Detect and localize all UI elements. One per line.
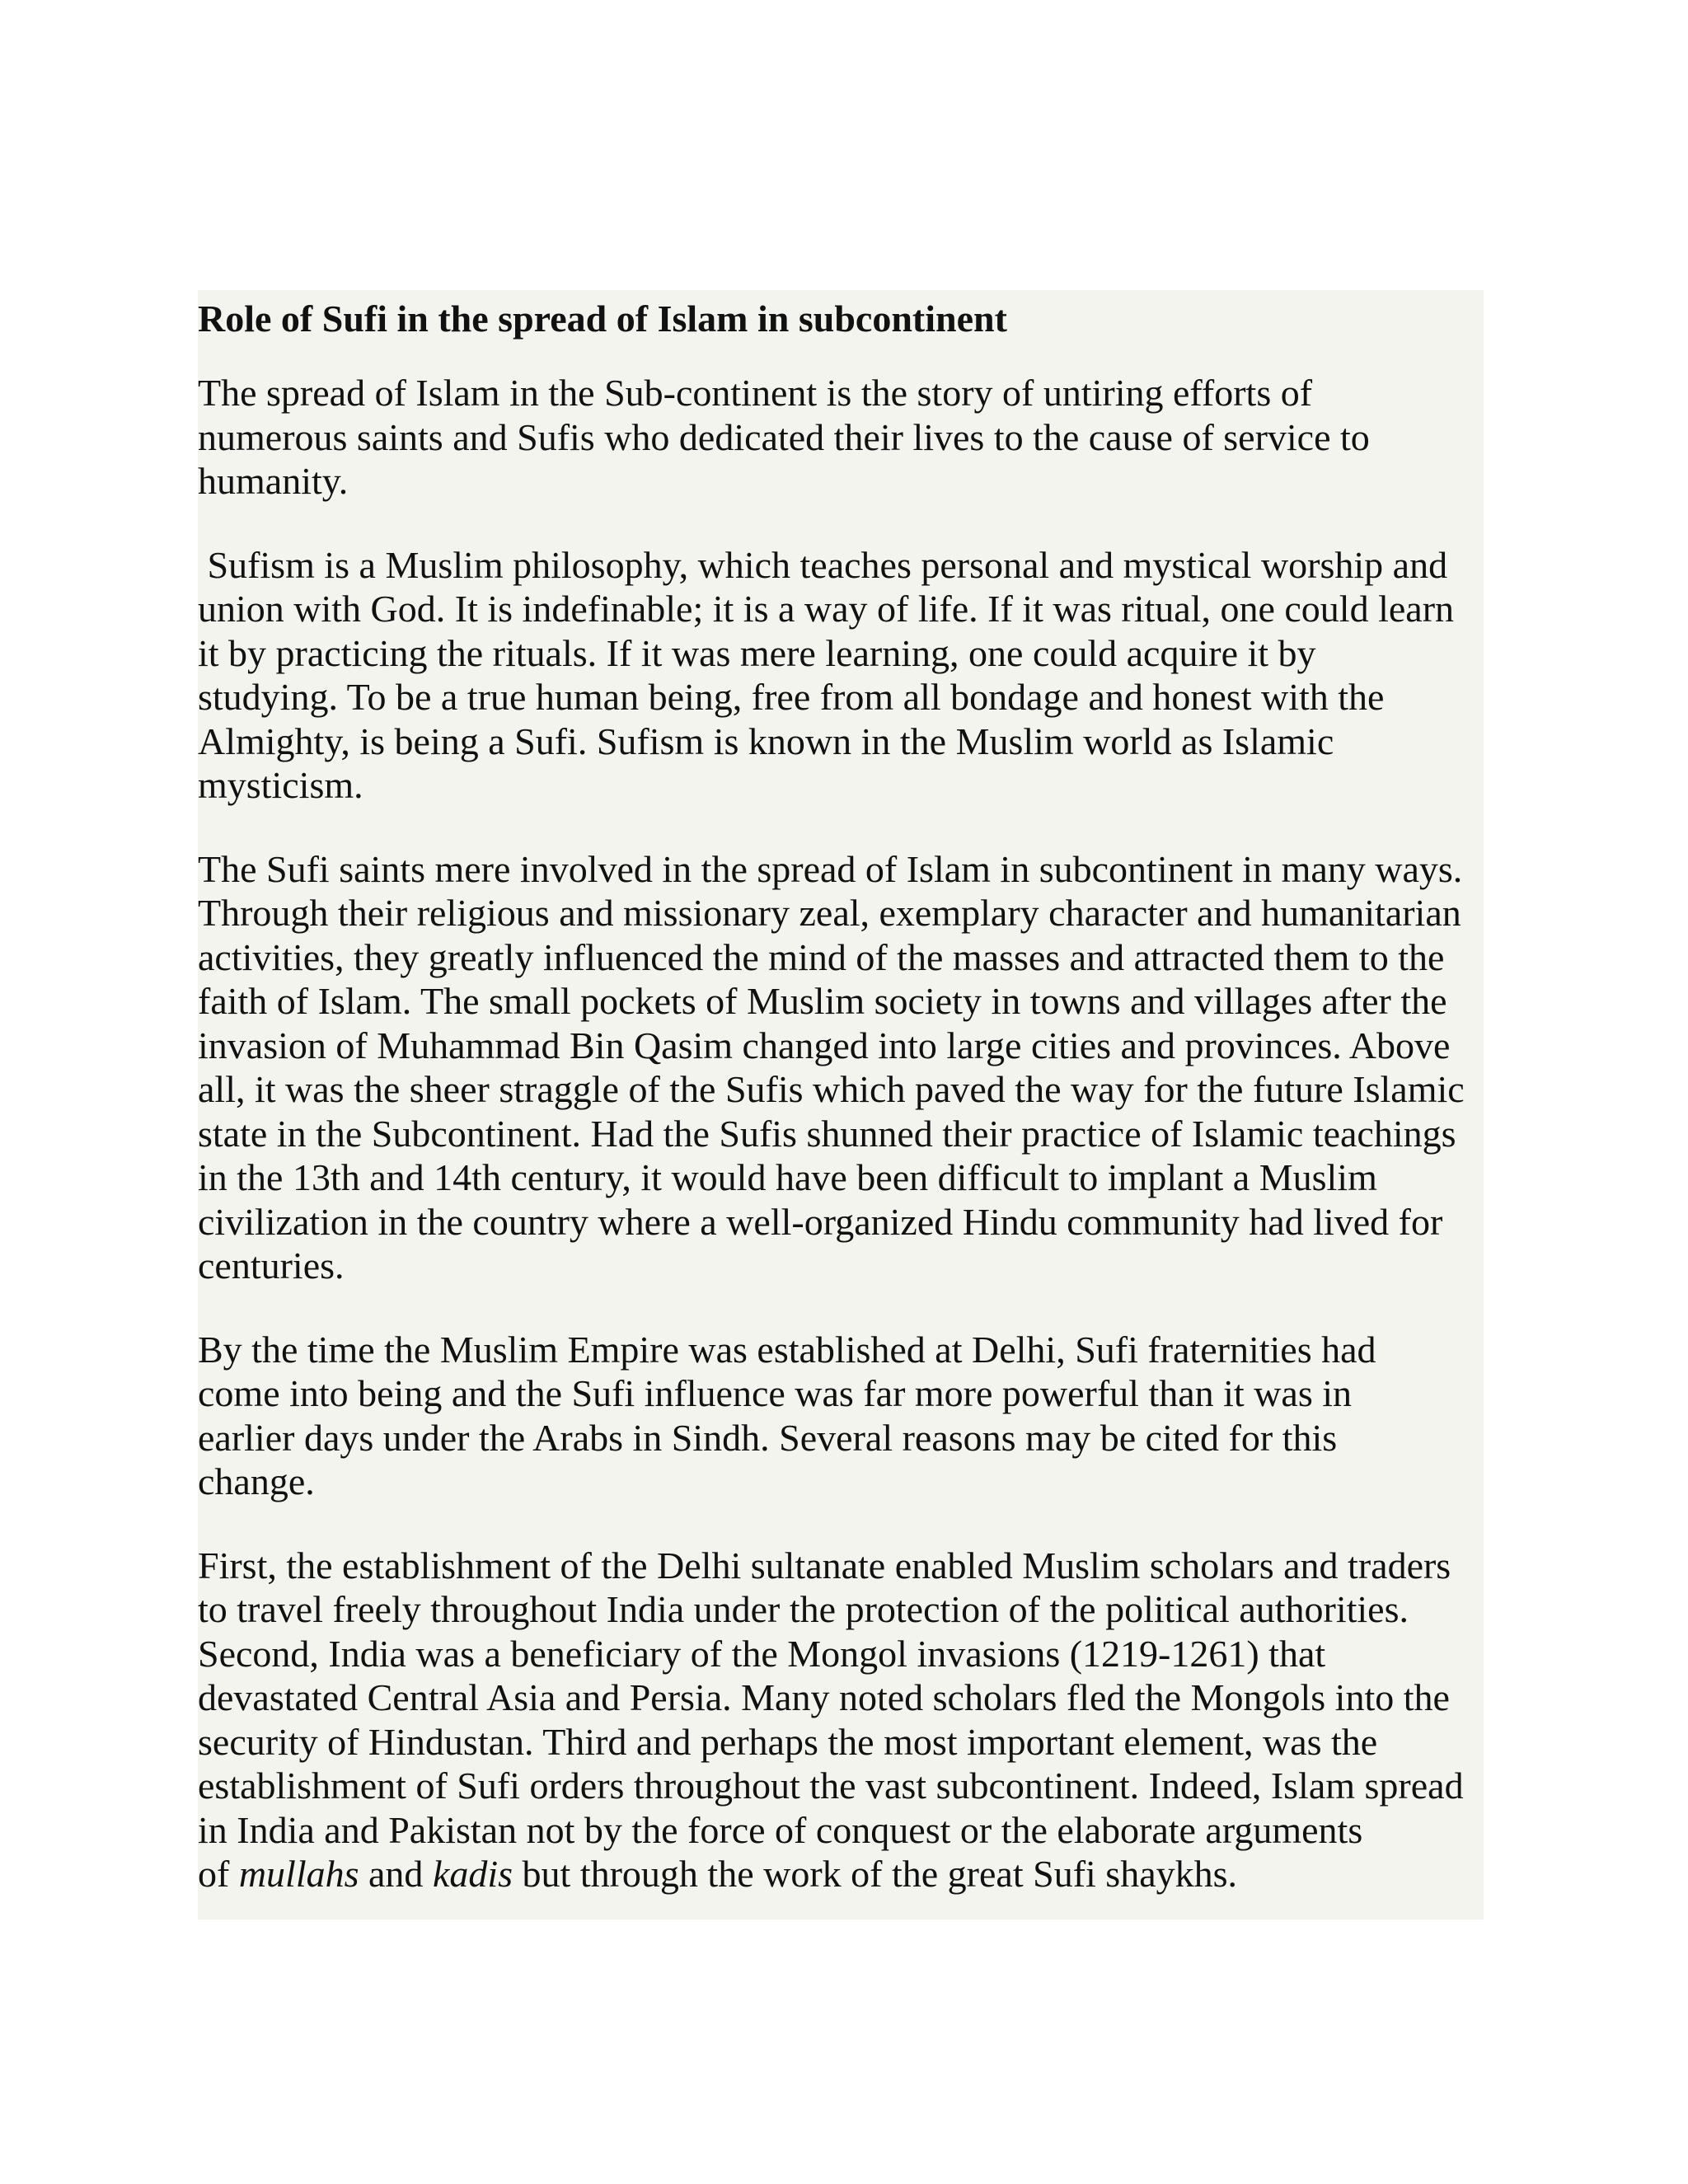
text-line: The Sufi saints mere involved in the spread of Islam in subcontinent in many ways.: [198, 847, 1463, 890]
text-line: security of Hindustan. Third and perhaps the most important element, was the: [198, 1720, 1378, 1763]
text-line: numerous saints and Sufis who dedicated their lives to the cause of service to: [198, 415, 1370, 458]
text-line: studying. To be a true human being, free from all bondage and honest with the: [198, 676, 1385, 718]
text-segment: but through the work of the great Sufi shaykhs.: [513, 1853, 1238, 1895]
text-line: First, the establishment of the Delhi sultanate enabled Muslim scholars and traders: [198, 1544, 1451, 1586]
paragraph-3: [198, 847, 1484, 1288]
text-line: Second, India was a beneficiary of the Mongol invasions (1219-1261) that: [198, 1632, 1326, 1675]
spacer: [198, 808, 1484, 847]
text-line: state in the Subcontinent. Had the Sufis shunned their practice of Islamic teachings: [198, 1112, 1456, 1155]
text-segment: and: [359, 1853, 433, 1895]
text-line: faith of Islam. The small pockets of Muslim society in towns and villages after the: [198, 980, 1447, 1022]
document-body: [198, 290, 1484, 1919]
text-line: change.: [198, 1460, 315, 1502]
italic-term-kadis: kadis: [432, 1853, 513, 1895]
text-line-mixed: [198, 1852, 1484, 1896]
text-line: it by practicing the rituals. If it was mere learning, one could acquire it by: [198, 631, 1316, 674]
document-title: Role of Sufi in the spread of Islam in subcontinent: [198, 298, 1007, 340]
spacer: [198, 1288, 1484, 1328]
text-line: come into being and the Sufi influence was far more powerful than it was in: [198, 1372, 1353, 1414]
text-line: earlier days under the Arabs in Sindh. Several reasons may be cited for this: [198, 1416, 1338, 1459]
text-line: activities, they greatly influenced the mind of the masses and attracted them to the: [198, 935, 1445, 978]
text-line: to travel freely throughout India under the protection of the political authorities.: [198, 1588, 1409, 1630]
text-line: establishment of Sufi orders throughout the vast subcontinent. Indeed, Islam spread: [198, 1765, 1464, 1807]
text-line: invasion of Muhammad Bin Qasim changed into large cities and provinces. Above: [198, 1024, 1451, 1066]
text-line: in the 13th and 14th century, it would have been difficult to implant a Muslim: [198, 1156, 1377, 1198]
paragraph-5: [198, 1544, 1484, 1896]
text-line: The spread of Islam in the Sub-continent is the story of untiring efforts of: [198, 372, 1313, 414]
text-line: devastated Central Asia and Persia. Many noted scholars fled the Mongols into the: [198, 1676, 1450, 1718]
spacer: [198, 504, 1484, 543]
italic-term-mullahs: mullahs: [238, 1853, 359, 1895]
text-line: humanity.: [198, 460, 349, 502]
text-line: Sufism is a Muslim philosophy, which teaches personal and mystical worship and: [198, 543, 1448, 586]
text-line: mysticism.: [198, 764, 363, 806]
text-line: Almighty, is being a Sufi. Sufism is known in the Muslim world as Islamic: [198, 719, 1334, 762]
text-line: centuries.: [198, 1244, 345, 1286]
paragraph-1: [198, 371, 1484, 504]
spacer: [198, 1504, 1484, 1544]
text-line: all, it was the sheer straggle of the Sufis which paved the way for the future Islamic: [198, 1068, 1465, 1110]
text-line: in India and Pakistan not by the force of conquest or the elaborate arguments: [198, 1808, 1363, 1851]
text-line: civilization in the country where a well-organized Hindu community had lived for: [198, 1200, 1443, 1243]
text-segment: of: [198, 1853, 239, 1895]
paragraph-4: [198, 1328, 1484, 1504]
text-line: By the time the Muslim Empire was established at Delhi, Sufi fraternities had: [198, 1328, 1376, 1371]
text-line: union with God. It is indefinable; it is a way of life. If it was ritual, one could learn: [198, 588, 1455, 630]
paragraph-2: [198, 543, 1484, 808]
text-line: Through their religious and missionary zeal, exemplary character and humanitarian: [198, 892, 1461, 934]
spacer: [198, 344, 1484, 371]
